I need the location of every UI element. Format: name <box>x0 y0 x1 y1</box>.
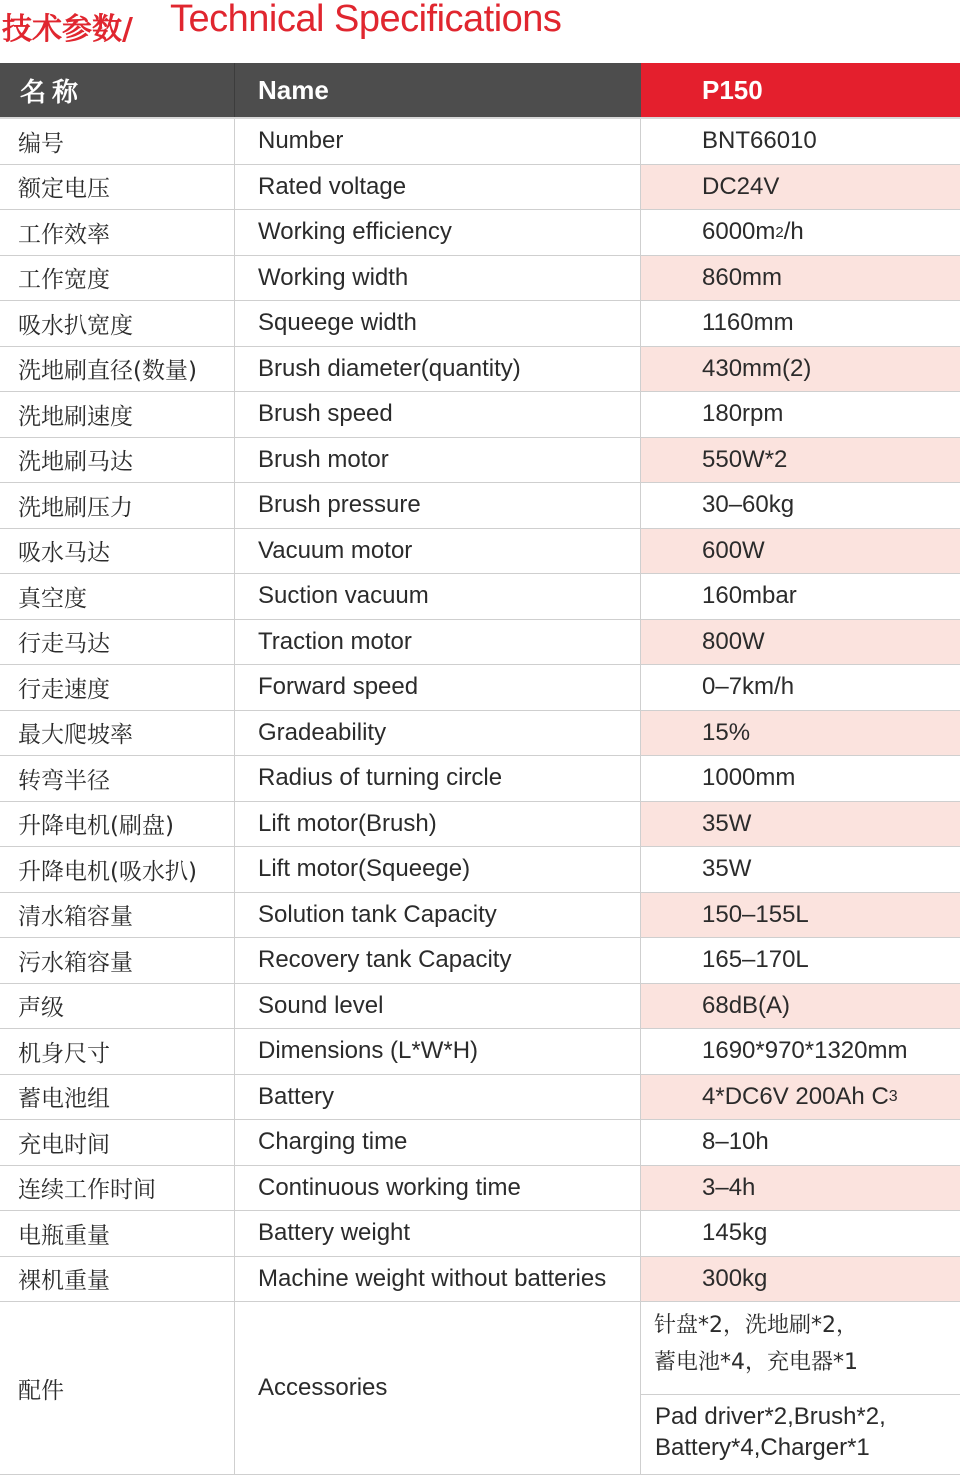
spec-value-superscript: 2 <box>775 223 784 241</box>
spec-value-text: 0–7km/h <box>702 673 795 701</box>
table-row <box>0 483 960 529</box>
spec-value-text: 68dB(A) <box>702 991 791 1019</box>
spec-value-text: BNT66010 <box>702 127 817 155</box>
spec-value-text: 550W*2 <box>702 445 788 473</box>
spec-value-text: 165–170L <box>702 946 809 974</box>
spec-name-en: Brush speed <box>235 392 641 437</box>
table-row <box>0 711 960 757</box>
spec-value-text: 30–60kg <box>702 491 795 519</box>
table-header <box>0 63 960 119</box>
spec-name-cn: 行走马达 <box>0 620 235 665</box>
spec-name-en: Charging time <box>235 1120 641 1165</box>
spec-value-text: 600W <box>702 536 765 564</box>
spec-name-cn: 裸机重量 <box>0 1257 235 1302</box>
table-row <box>0 165 960 211</box>
spec-name-en: Sound level <box>235 984 641 1029</box>
table-row <box>0 847 960 893</box>
spec-name-cn: 升降电机(刷盘) <box>0 802 235 847</box>
spec-name-en: Dimensions (L*W*H) <box>235 1029 641 1074</box>
accessories-value-en <box>641 1395 960 1474</box>
title-cn: 技术参数/ <box>2 12 133 47</box>
table-row <box>0 665 960 711</box>
header-cn-name: 名称 <box>0 63 235 117</box>
spec-value-text: 860mm <box>702 263 783 291</box>
spec-name-en: Lift motor(Squeege) <box>235 847 641 892</box>
spec-value-text: 4*DC6V 200Ah C <box>702 1082 889 1110</box>
spec-value <box>641 847 960 892</box>
spec-value-text: 6000m <box>702 218 776 246</box>
header-model: P150 <box>641 63 960 117</box>
spec-value-text: 430mm(2) <box>702 354 812 382</box>
table-row <box>0 529 960 575</box>
spec-name-cn: 污水箱容量 <box>0 938 235 983</box>
table-row <box>0 984 960 1030</box>
spec-value <box>641 802 960 847</box>
accessories-cn-label: 配件 <box>0 1302 235 1474</box>
table-row <box>0 1029 960 1075</box>
spec-value-text: 800W <box>702 627 765 655</box>
accessories-cn-line: 针盘*2，洗地刷*2， <box>654 1313 858 1338</box>
spec-name-cn: 工作效率 <box>0 210 235 255</box>
spec-name-en: Brush motor <box>235 438 641 483</box>
table-row <box>0 347 960 393</box>
spec-value-text: 300kg <box>702 1264 768 1292</box>
spec-value <box>641 256 960 301</box>
spec-name-cn: 工作宽度 <box>0 256 235 301</box>
spec-value <box>641 574 960 619</box>
accessories-cn-line: 蓄电池*4，充电器*1 <box>654 1350 858 1375</box>
accessories-en-line: Battery*4,Charger*1 <box>655 1434 870 1461</box>
spec-name-en: Machine weight without batteries <box>235 1257 641 1302</box>
spec-value <box>641 119 960 164</box>
table-row <box>0 620 960 666</box>
spec-value-text: 1160mm <box>702 309 794 337</box>
spec-name-cn: 吸水马达 <box>0 529 235 574</box>
accessories-value-cn <box>641 1302 960 1395</box>
spec-value-text: 1000mm <box>702 764 796 792</box>
spec-value <box>641 347 960 392</box>
spec-value-text: 8–10h <box>702 1128 769 1156</box>
spec-name-en: Recovery tank Capacity <box>235 938 641 983</box>
spec-value-text: 35W <box>702 809 752 837</box>
spec-name-cn: 蓄电池组 <box>0 1075 235 1120</box>
spec-name-cn: 额定电压 <box>0 165 235 210</box>
spec-name-cn: 声级 <box>0 984 235 1029</box>
spec-name-en: Rated voltage <box>235 165 641 210</box>
spec-value-text: 180rpm <box>702 400 784 428</box>
table-row <box>0 1257 960 1303</box>
table-row <box>0 893 960 939</box>
spec-name-cn: 洗地刷速度 <box>0 392 235 437</box>
accessories-en-line: Pad driver*2,Brush*2, <box>655 1403 886 1430</box>
table-row <box>0 210 960 256</box>
spec-value <box>641 756 960 801</box>
spec-value <box>641 665 960 710</box>
spec-name-en: Battery <box>235 1075 641 1120</box>
spec-name-cn: 吸水扒宽度 <box>0 301 235 346</box>
spec-name-en: Working efficiency <box>235 210 641 255</box>
spec-value <box>641 165 960 210</box>
spec-value-text: DC24V <box>702 172 780 200</box>
spec-value-subscript: 3 <box>888 1087 898 1105</box>
spec-value-text: 35W <box>702 855 752 883</box>
page-title <box>0 0 960 47</box>
table-row <box>0 119 960 165</box>
spec-value <box>641 893 960 938</box>
table-row <box>0 1211 960 1257</box>
spec-value-text: 145kg <box>702 1219 768 1247</box>
accessories-value <box>641 1302 960 1474</box>
spec-name-cn: 电瓶重量 <box>0 1211 235 1256</box>
spec-name-en: Solution tank Capacity <box>235 893 641 938</box>
spec-value-text: 15% <box>702 718 751 746</box>
spec-name-en: Number <box>235 119 641 164</box>
spec-value <box>641 1029 960 1074</box>
spec-name-cn: 行走速度 <box>0 665 235 710</box>
table-row <box>0 802 960 848</box>
spec-value <box>641 1120 960 1165</box>
spec-name-cn: 连续工作时间 <box>0 1166 235 1211</box>
spec-value <box>641 529 960 574</box>
table-row <box>0 392 960 438</box>
spec-name-cn: 最大爬坡率 <box>0 711 235 756</box>
spec-name-en: Brush diameter(quantity) <box>235 347 641 392</box>
spec-name-en: Traction motor <box>235 620 641 665</box>
spec-name-cn: 洗地刷马达 <box>0 438 235 483</box>
spec-value <box>641 1166 960 1211</box>
spec-value-text: 1690*970*1320mm <box>702 1037 908 1065</box>
spec-name-en: Brush pressure <box>235 483 641 528</box>
spec-name-cn: 真空度 <box>0 574 235 619</box>
spec-name-cn: 机身尺寸 <box>0 1029 235 1074</box>
spec-value <box>641 392 960 437</box>
spec-name-en: Battery weight <box>235 1211 641 1256</box>
accessories-en-label: Accessories <box>235 1302 641 1474</box>
spec-value <box>641 1211 960 1256</box>
spec-value-text: 3–4h <box>702 1173 756 1201</box>
spec-name-cn: 洗地刷直径(数量) <box>0 347 235 392</box>
spec-value <box>641 1075 960 1120</box>
spec-name-cn: 洗地刷压力 <box>0 483 235 528</box>
spec-value <box>641 301 960 346</box>
spec-name-en: Radius of turning circle <box>235 756 641 801</box>
header-en-name: Name <box>235 63 641 117</box>
accessories-row <box>0 1302 960 1475</box>
spec-name-en: Gradeability <box>235 711 641 756</box>
spec-name-cn: 升降电机(吸水扒) <box>0 847 235 892</box>
spec-name-cn: 转弯半径 <box>0 756 235 801</box>
spec-name-en: Suction vacuum <box>235 574 641 619</box>
table-row <box>0 256 960 302</box>
table-row <box>0 301 960 347</box>
table-row <box>0 938 960 984</box>
spec-table <box>0 63 960 1475</box>
table-row <box>0 756 960 802</box>
spec-value-text: 160mbar <box>702 582 797 610</box>
spec-name-en: Vacuum motor <box>235 529 641 574</box>
spec-name-en: Working width <box>235 256 641 301</box>
spec-name-en: Lift motor(Brush) <box>235 802 641 847</box>
spec-value <box>641 1257 960 1302</box>
spec-name-cn: 充电时间 <box>0 1120 235 1165</box>
spec-value <box>641 438 960 483</box>
table-body <box>0 119 960 1302</box>
spec-name-en: Continuous working time <box>235 1166 641 1211</box>
table-row <box>0 574 960 620</box>
spec-name-en: Forward speed <box>235 665 641 710</box>
spec-name-cn: 清水箱容量 <box>0 893 235 938</box>
table-row <box>0 1075 960 1121</box>
table-row <box>0 1166 960 1212</box>
spec-value <box>641 984 960 1029</box>
spec-value <box>641 620 960 665</box>
spec-value-suffix: /h <box>783 218 804 246</box>
spec-value-text: 150–155L <box>702 900 809 928</box>
spec-name-en: Squeege width <box>235 301 641 346</box>
spec-value <box>641 938 960 983</box>
spec-name-cn: 编号 <box>0 119 235 164</box>
table-row <box>0 438 960 484</box>
spec-value <box>641 210 960 255</box>
spec-value <box>641 711 960 756</box>
title-en: Technical Specifications <box>170 0 562 40</box>
table-row <box>0 1120 960 1166</box>
spec-value <box>641 483 960 528</box>
